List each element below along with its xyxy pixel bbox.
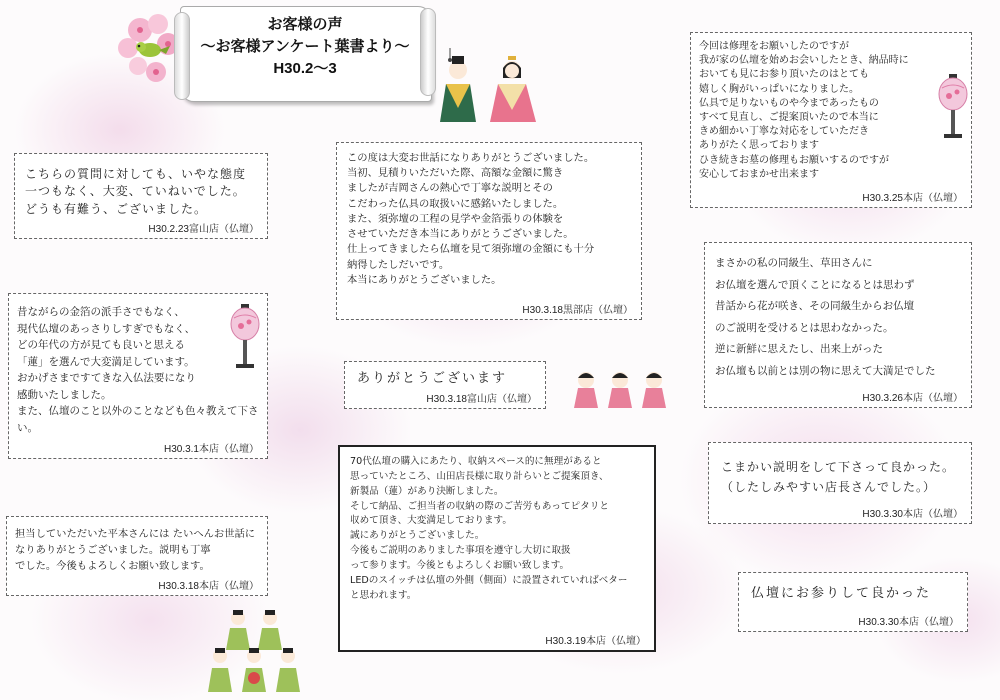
testimonial-text: まさかの私の同級生、草田さんに お仏壇を選んで頂くことになるとは思わず 昔話から花が咲き、その同級生からお仏壇 のご説明を受けるとは思わなかった。 逆に新鮮に思えたし、出来上がった お仏壇も以前とは別の物に思えて大満足でした — [715, 257, 936, 377]
testimonial-signature: H30.3.30本店（仏壇） — [862, 509, 963, 520]
title-banner — [180, 6, 430, 100]
testimonial-text: 今回は修理をお願いしたのですが 我が家の仏壇を始めお会いしたとき、納品時に おいても見にお参り頂いたのはとても 嬉しく胸がいっぱいになりました。 仏具で足りないものや今まであったもの すべて見直し、ご提案頂いたので本当に きめ細かい丁寧な対応をしていただき ありがたく思っております ひき続きお墓の修理もお願いするのですが 安心しておまかせ出来ます — [699, 41, 909, 180]
testimonial-text: こちらの質問に対しても、いやな態度 一つもなく、大変、ていねいでした。 どうも有難う、ございました。 — [25, 167, 247, 216]
testimonial-card-9 — [338, 445, 656, 652]
paper-lantern-icon — [936, 74, 970, 140]
testimonial-signature: H30.3.30本店（仏壇） — [858, 617, 959, 628]
testimonial-signature: H30.2.23富山店（仏壇） — [148, 224, 259, 235]
testimonial-signature: H30.3.19本店（仏壇） — [545, 636, 646, 647]
testimonial-card-6 — [344, 361, 546, 409]
testimonial-text: 昔ながらの金箔の派手さでもなく、 現代仏壇のあっさりしすぎでもなく、 どの年代の方が見ても良いと思える 「蓮」を選んで大変満足しています。 おかげさまですてきな入仏法要になり 感動いたしました。 また、仏壇のこと以外のことなども色々教えて下さい。 — [17, 306, 259, 435]
testimonial-signature: H30.3.25本店（仏壇） — [862, 193, 963, 204]
testimonial-text: こまかい説明をして下さって良かった。 （したしみやすい店長さんでした。） — [721, 460, 956, 495]
testimonial-signature: H30.3.18黒部店（仏壇） — [522, 305, 633, 316]
banner-text — [180, 14, 430, 80]
testimonial-card-3 — [690, 32, 972, 208]
testimonial-text: 担当していただいた平本さんには たいへんお世話に なりありがとうございました。説明も丁寧 でした。今後もよろしくお願い致します。 — [15, 528, 256, 572]
testimonial-text: ありがとうございます — [357, 371, 508, 386]
testimonial-card-10 — [738, 572, 968, 632]
testimonial-text: 仏壇にお参りして良かった — [751, 586, 932, 601]
page-subtitle: ～お客様アンケート葉書より～ — [200, 38, 410, 55]
testimonial-card-7 — [708, 442, 972, 524]
paper-lantern-icon — [228, 304, 262, 370]
testimonial-text: この度は大変お世話になりありがとうございました。 当初、見積りいただいた際、高額な金額に驚き ましたが吉岡さんの熱心で丁寧な説明とその こだわった仏具の取扱いに感銘いたしました。 また、須弥壇の工程の見学や金箔張りの体験を させていただき本当にありがとうございました。 仕上ってきましたら仏壇を見て須弥壇の金額にも十分 納得したしだいです。 本当にありがとうございました。 — [347, 152, 595, 286]
testimonial-signature: H30.3.26本店（仏壇） — [862, 393, 963, 404]
testimonial-card-8 — [6, 516, 268, 596]
three-court-ladies-illustration — [570, 368, 670, 408]
testimonial-card-2 — [336, 142, 642, 320]
page-period: H30.2～3 — [273, 60, 337, 77]
testimonial-signature: H30.3.18本店（仏壇） — [158, 581, 259, 592]
hina-dolls-pair-illustration — [428, 48, 550, 122]
testimonial-text: 70代仏壇の購入にあたり、収納スペース的に無理があると 思っていたところ、山田店長様に取り計らいとご提案頂き、 新製品（蓮）があり決断しました。 そして納品、ご担当者の収納の際のご苦労もあってピタリと 収めて頂き、大変満足しております。 誠にありがとうございました。 今後もご説明のありました事項を遵守し大切に取扱 って参ります。今後ともよろしくお願い致します。 LEDのスイッチは仏壇の外側（側面）に設置されていればベター と思われます。 — [350, 456, 628, 601]
testimonial-signature: H30.3.1本店（仏壇） — [163, 444, 259, 455]
five-musicians-illustration — [204, 606, 304, 696]
testimonial-signature: H30.3.18富山店（仏壇） — [426, 394, 537, 405]
page-title: お客様の声 — [267, 16, 343, 33]
testimonial-card-1 — [14, 153, 268, 239]
testimonial-card-4 — [704, 242, 972, 408]
